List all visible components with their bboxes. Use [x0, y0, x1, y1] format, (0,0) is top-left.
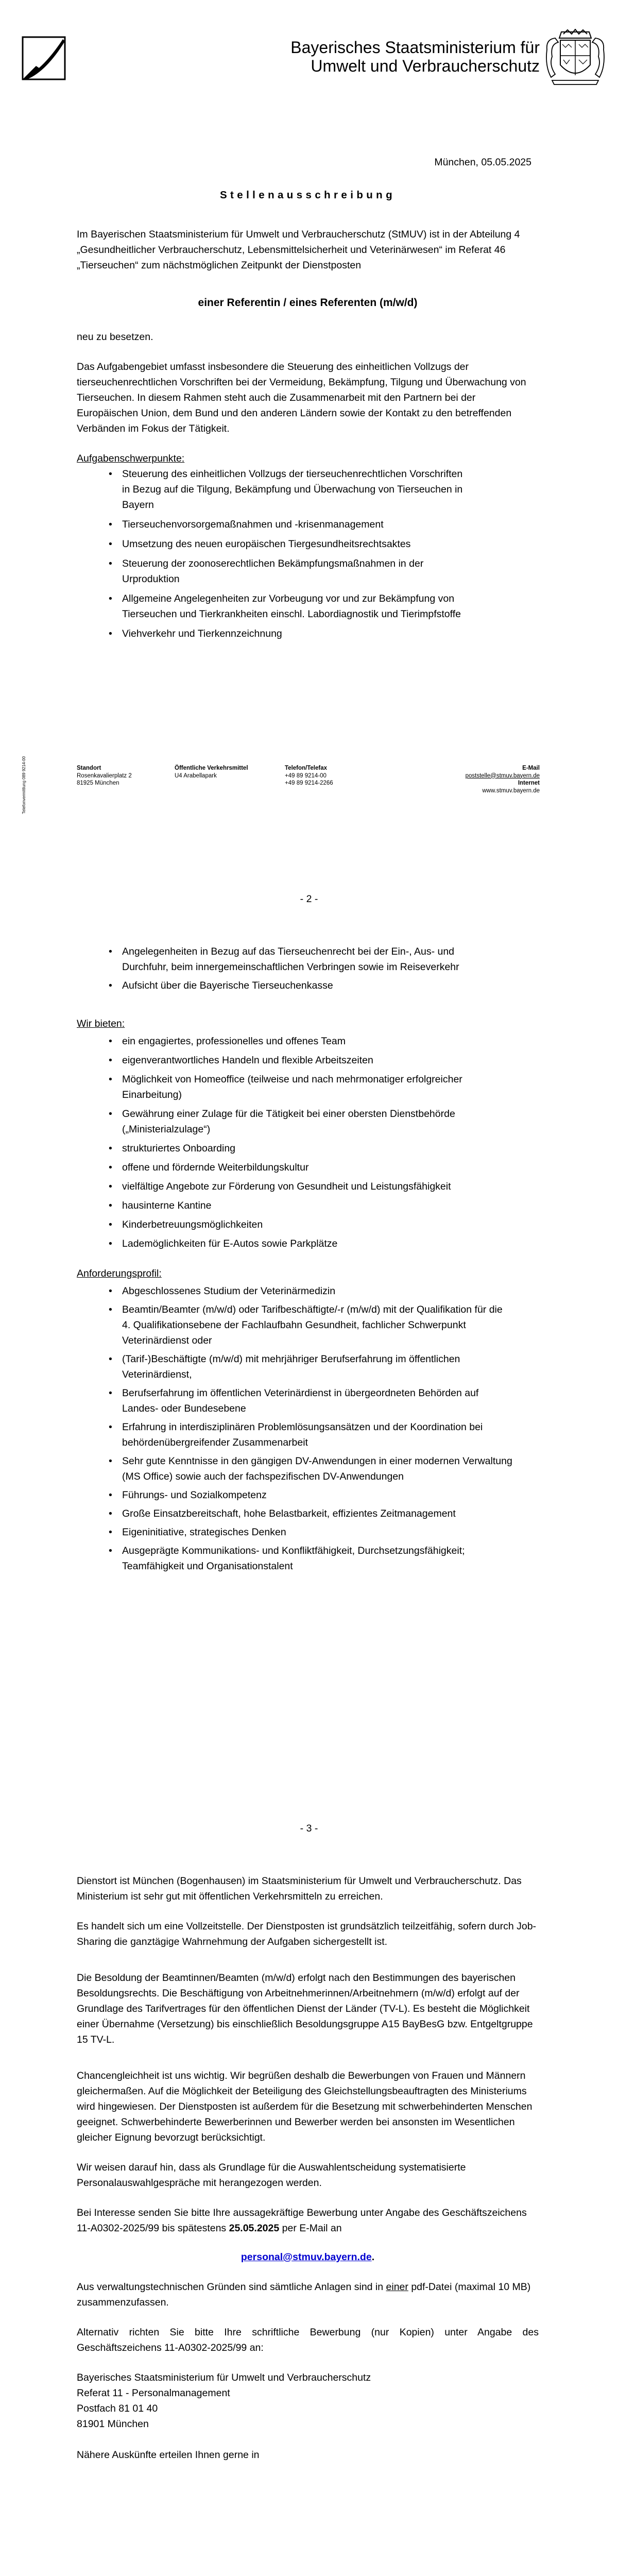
ministry-logo-icon [21, 34, 68, 81]
footer-side-text: Telefonvermittlung 089 9214-00 [22, 756, 26, 814]
footer-phone-line: +49 89 9214-00 [285, 772, 327, 779]
footer-phone-label: Telefon/Telefax [285, 765, 328, 771]
application-deadline: 25.05.2025 [229, 2223, 280, 2234]
footer-transport [175, 765, 272, 779]
list-item: • Führungs- und Sozialkompetenz [109, 1487, 513, 1503]
postal-address [77, 2370, 539, 2432]
location-paragraph: Dienstort ist München (Bogenhausen) im Staatsministerium für Umwelt und Verbraucherschutz. Das Ministerium ist sehr gut mit öffentlichen Verkehrsmitteln zu erreichen. [77, 1875, 522, 1902]
list-item: • Große Einsatzbereitschaft, hohe Belastbarkeit, effizientes Zeitmanagement [109, 1506, 513, 1521]
application-email-link[interactable]: personal@stmuv.bayern.de [241, 2251, 372, 2263]
ministry-logo [21, 34, 68, 81]
footer-address [77, 765, 164, 787]
fill-text: neu zu besetzen. [77, 331, 153, 343]
list-item: • Steuerung des einheitlichen Vollzugs der tierseuchenrechtlichen Vorschriften in Bezug auf die Tilgung, Bekämpfung und Überwachung von Tierseuchen in Bayern [109, 466, 463, 513]
list-item: • Tierseuchenvorsorgemaßnahmen und -krisenmanagement [109, 517, 463, 532]
list-item: • Ausgeprägte Kommunikations- und Konfliktfähigkeit, Durchsetzungsfähigkeit; Teamfähigkeit und Organisationstalent [109, 1543, 513, 1574]
list-item: • Eigeninitiative, strategisches Denken [109, 1524, 513, 1540]
list-item: • hausinterne Kantine [109, 1198, 513, 1213]
equality-paragraph: Chancengleichheit ist uns wichtig. Wir begrüßen deshalb die Bewerbungen von Frauen und Männern gleichermaßen. Auf die Möglichkeit der Beteiligung des Gleichstellungsbeauftragten des Ministeriums wird hingewiesen. Der Dienstposten ist außerdem für die Besetzung mit schwerbehinderten Menschen geeignet. Schwerbehinderte Bewerberinnen und Bewerber werden bei ansonsten im Wesentlichen gleicher Eignung bevorzugt berücksichtigt. [77, 2070, 533, 2143]
document-date: München, 05.05.2025 [434, 157, 531, 168]
contacts-intro: Nähere Auskünfte erteilen Ihnen gerne in [77, 2449, 260, 2461]
description-paragraph: Das Aufgabengebiet umfasst insbesondere die Steuerung des einheitlichen Vollzugs der tierseuchenrechtlichen Vorschriften bei der Vermeidung, Bekämpfung, Tilgung und Überwachung von Tierseuchen. In diesem Rahmen steht auch die Zusammenarbeit mit den Partnern bei der Europäischen Union, dem Bund und den anderen Ländern sowie der Kontakt zu den betreffenden Verbänden im Fokus der Tätigkeit. [77, 361, 526, 434]
pdf-text-start: Aus verwaltungstechnischen Gründen sind sämtliche Anlagen sind in [77, 2281, 386, 2293]
page-separator-2: - 2 - [300, 893, 318, 905]
address-line: Referat 11 - Personalmanagement [77, 2387, 230, 2399]
tasks-heading: Aufgabenschwerpunkte: [77, 453, 185, 464]
pdf-text-emphasis: einer [386, 2281, 408, 2293]
list-item: • eigenverantwortliches Handeln und flexible Arbeitszeiten [109, 1053, 513, 1068]
offer-list [109, 1033, 513, 1251]
address-line: Bayerisches Staatsministerium für Umwelt und Verbraucherschutz [77, 2372, 371, 2383]
footer-phone [285, 765, 372, 787]
list-item: • Erfahrung in interdisziplinären Problemlösungsansätzen und der Koordination bei behördenübergreifender Zusammenarbeit [109, 1419, 513, 1450]
footer-phone-line: +49 89 9214-2266 [285, 780, 333, 786]
page-title: Stellenausschreibung [219, 189, 396, 201]
footer-email-link[interactable]: poststelle@stmuv.bayern.de [465, 772, 540, 779]
ministry-name [290, 38, 540, 75]
page-1-body [77, 188, 539, 641]
footer-transport-label: Öffentliche Verkehrsmittel [175, 765, 248, 771]
application-text-start: Bei Interesse senden Sie bitte Ihre aussagekräftige Bewerbung unter Angabe des Geschäftszeichens 11-A0302-2025/99 bis spätestens [77, 2207, 527, 2234]
profile-heading: Anforderungsprofil: [77, 1268, 162, 1279]
ministry-name-line2: Umwelt und Verbraucherschutz [311, 57, 540, 75]
list-item: • Sehr gute Kenntnisse in den gängigen DV-Anwendungen in einer modernen Verwaltung (MS Office) sowie auch der fachspezifischen DV-Anwendungen [109, 1453, 513, 1484]
list-item: • strukturiertes Onboarding [109, 1141, 513, 1156]
postal-paragraph: Alternativ richten Sie bitte Ihre schriftliche Bewerbung (nur Kopien) unter Angabe des Geschäftszeichens 11-A0302-2025/99 an: [77, 2327, 539, 2353]
address-line: Postfach 81 01 40 [77, 2403, 158, 2414]
list-item: • Kinderbetreuungsmöglichkeiten [109, 1217, 513, 1232]
page-3-body [77, 1873, 539, 2463]
list-item: • Viehverkehr und Tierkennzeichnung [109, 626, 463, 641]
salary-paragraph: Die Besoldung der Beamtinnen/Beamten (m/w/d) erfolgt nach den Bestimmungen des bayerischen Besoldungsrechts. Die Beschäftigung von Arbeitnehmerinnen/Arbeitnehmern (m/w/d) erfolgt auf der Grundlage des Tarifvertrages für den öffentlichen Dienst der Länder (TV-L). Es besteht die Möglichkeit einer Übernahme (Versetzung) bis einschließlich Besoldungsgruppe A15 BayBesG bzw. Entgeltgruppe 15 TV-L. [77, 1972, 533, 2045]
footer-address-line: 81925 München [77, 780, 119, 786]
position-title: einer Referentin / eines Referenten (m/w/d) [198, 297, 418, 309]
footer-internet-link[interactable]: www.stmuv.bayern.de [482, 787, 540, 794]
tasks-list-continued [109, 944, 463, 993]
profile-list [109, 1283, 513, 1574]
list-item: • Umsetzung des neuen europäischen Tiergesundheitsrechtsaktes [109, 536, 463, 552]
page-separator-3: - 3 - [300, 1823, 318, 1834]
application-email-line [77, 2249, 539, 2265]
application-text-end: per E-Mail an [279, 2223, 342, 2234]
list-item: • Gewährung einer Zulage für die Tätigkeit bei einer obersten Dienstbehörde („Ministerialzulage“) [109, 1106, 513, 1137]
list-item: • Berufserfahrung im öffentlichen Veterinärdienst in übergeordneten Behörden auf Landes- oder Bundesebene [109, 1385, 513, 1416]
bavarian-coat-of-arms [545, 29, 606, 87]
list-item: • vielfältige Angebote zur Förderung von Gesundheit und Leistungsfähigkeit [109, 1179, 513, 1194]
footer-address-line: Rosenkavalierplatz 2 [77, 772, 132, 779]
selection-paragraph: Wir weisen darauf hin, dass als Grundlage für die Auswahlentscheidung systematisierte Personalauswahlgespräche mit herangezogen werden. [77, 2162, 466, 2189]
pdf-paragraph [77, 2279, 539, 2310]
tasks-list [109, 466, 463, 641]
fulltime-paragraph: Es handelt sich um eine Vollzeitstelle. Der Dienstposten ist grundsätzlich teilzeitfähig, sofern durch Job-Sharing die ganztägige Wahrnehmung der Aufgaben sichergestellt ist. [77, 1921, 537, 1947]
list-item: • offene und fördernde Weiterbildungskultur [109, 1160, 513, 1175]
footer-contact [466, 765, 540, 794]
application-paragraph [77, 2205, 539, 2236]
list-item: • Beamtin/Beamter (m/w/d) oder Tarifbeschäftigte/-r (m/w/d) mit der Qualifikation für die 4. Qualifikationsebene der Fachlaufbahn Gesundheit, fachlicher Schwerpunkt Veterinärdienst oder [109, 1302, 513, 1348]
list-item: • Angelegenheiten in Bezug auf das Tierseuchenrecht bei der Ein-, Aus- und Durchfuhr, beim innergemeinschaftlichen Verbringen sowie im Reiseverkehr [109, 944, 463, 975]
address-line: 81901 München [77, 2418, 149, 2430]
list-item: • Aufsicht über die Bayerische Tierseuchenkasse [109, 978, 463, 993]
list-item: • Lademöglichkeiten für E-Autos sowie Parkplätze [109, 1236, 513, 1251]
footer-internet-label: Internet [518, 780, 540, 786]
list-item: • Abgeschlossenes Studium der Veterinärmedizin [109, 1283, 513, 1299]
pdf-text-end: pdf-Datei (maximal 10 MB) zusammenzufassen. [77, 2281, 531, 2308]
list-item: • Möglichkeit von Homeoffice (teilweise und nach mehrmonatiger erfolgreicher Einarbeitung) [109, 1072, 513, 1103]
list-item: • (Tarif-)Beschäftigte (m/w/d) mit mehrjähriger Berufserfahrung im öffentlichen Veterinärdienst, [109, 1351, 513, 1382]
application-email-suffix: . [371, 2251, 375, 2263]
footer-transport-line: U4 Arabellapark [175, 772, 217, 779]
coat-of-arms-icon [545, 29, 606, 87]
ministry-name-line1: Bayerisches Staatsministerium für [290, 38, 540, 57]
footer-address-label: Standort [77, 765, 101, 771]
list-item: • Allgemeine Angelegenheiten zur Vorbeugung vor und zur Bekämpfung von Tierseuchen und Tierkrankheiten einschl. Labordiagnostik und Tierimpfstoffe [109, 591, 463, 622]
list-item: • ein engagiertes, professionelles und offenes Team [109, 1033, 513, 1049]
intro-paragraph: Im Bayerischen Staatsministerium für Umwelt und Verbraucherschutz (StMUV) ist in der Abteilung 4 „Gesundheitlicher Verbraucherschutz, Lebensmittelsicherheit und Veterinärwesen“ im Referat 46 „Tierseuchen“ zum nächstmöglichen Zeitpunkt der Dienstposten [77, 229, 520, 271]
page-2-body [77, 944, 539, 1574]
offer-heading: Wir bieten: [77, 1018, 125, 1029]
list-item: • Steuerung der zoonoserechtlichen Bekämpfungsmaßnahmen in der Urproduktion [109, 556, 463, 587]
footer-email-label: E-Mail [522, 765, 540, 771]
